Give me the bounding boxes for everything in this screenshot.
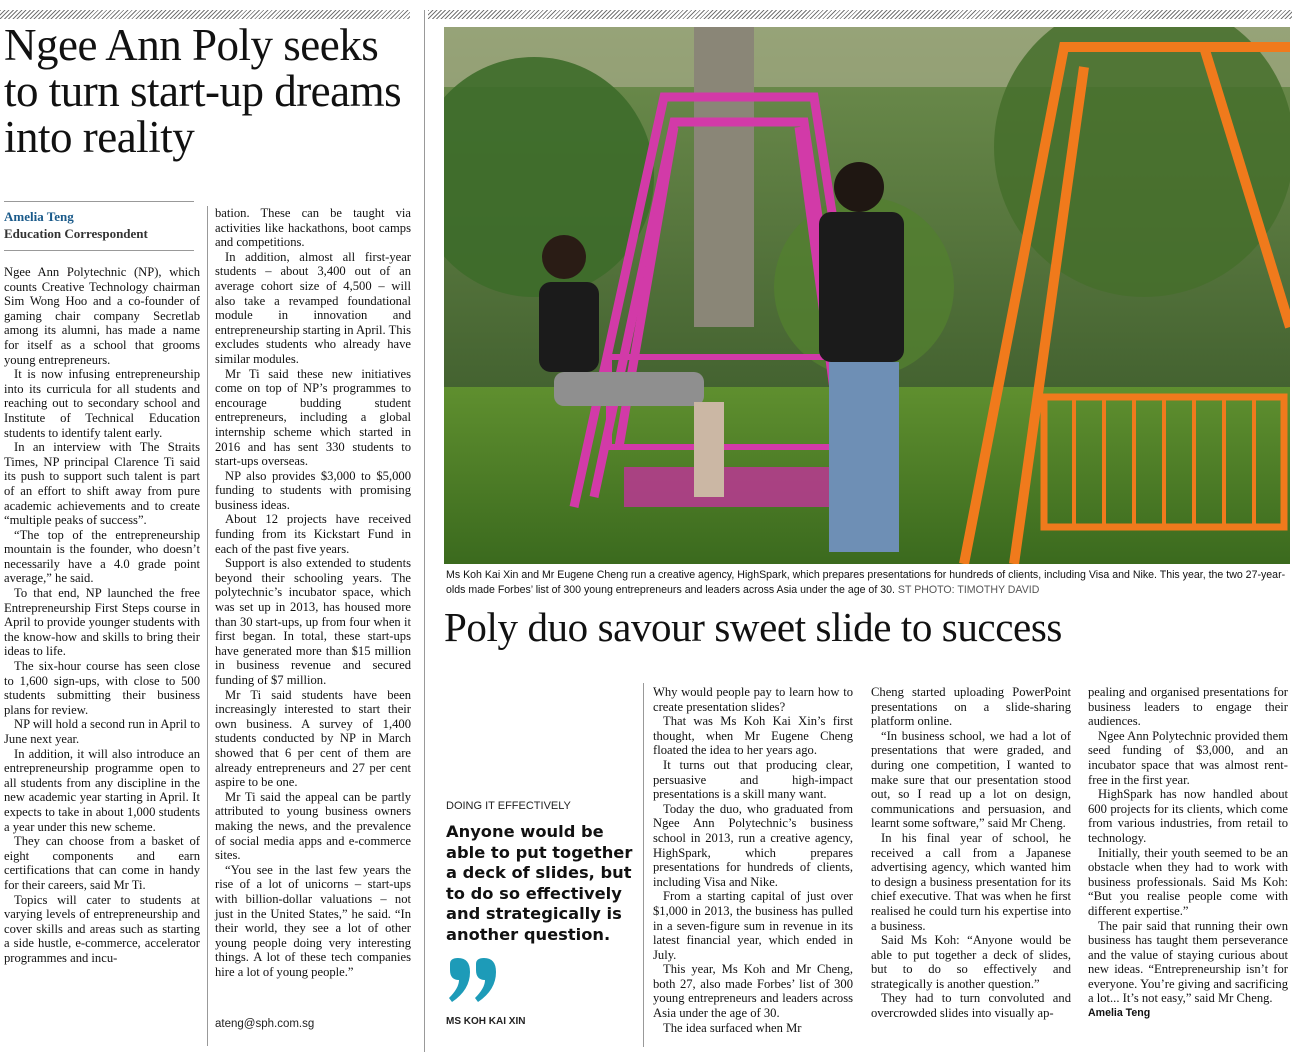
paragraph: “You see in the last few years the rise of a lot of unicorns – start-ups with billion-dollar valuations – not just in the United States,” he said. “In their world, they see a lot of other young people doing very interesting things. A lot of these tech companies hire a lot of young people.” <box>215 862 411 979</box>
paragraph: Mr Ti said the appeal can be partly attributed to young business owners making the news, and the prevalence of social media apps and e-commerce sites. <box>215 789 411 863</box>
paragraph: In addition, it will also introduce an entrepreneurship programme open to all students from any discipline in the new academic year starting in April. It expects to take in about 1,000 students a year under this new scheme. <box>4 746 200 834</box>
left-column-2 <box>215 206 411 979</box>
swing-photo <box>444 27 1290 564</box>
photo-credit: ST PHOTO: TIMOTHY DAVID <box>897 584 1040 596</box>
quote-mark-icon <box>446 958 502 1004</box>
paragraph: Ngee Ann Polytechnic (NP), which counts Creative Technology chairman Sim Wong Hoo and a co-founder of gaming chair company Secretlab among its alumni, has made a name for itself as a school that grooms young entrepreneurs. <box>4 265 200 367</box>
paragraph: Support is also extended to students beyond their schooling years. The polytechnic’s incubator space, which was set up in 2013, has housed more than 30 start-ups, up from four when it first began. In total, these start-ups have generated more than $15 million in business revenue and secured funding of $7 million. <box>215 556 411 687</box>
paragraph: They had to turn convoluted and overcrowded slides into visually ap- <box>871 991 1071 1021</box>
paragraph: Today the duo, who graduated from Ngee Ann Polytechnic’s business school in 2013, run a creative agency, HighSpark, which prepares presentations for hundreds of clients, including Visa and Nike. <box>653 801 853 889</box>
photo-illustration <box>444 27 1290 564</box>
paragraph: Mr Ti said students have been increasingly interested to start their own business. A survey of 1,400 students conducted by NP in March showed that 6 per cent of them are already entrepreneurs and 27 per cent aspire to be one. <box>215 687 411 790</box>
paragraph: From a starting capital of just over $1,000 in 2013, the business has pulled in a seven-figure sum in revenue in its latest financial year, which ended in July. <box>653 889 853 962</box>
top-hatch-right <box>428 10 1292 19</box>
left-column-1 <box>4 265 200 966</box>
paragraph: Initially, their youth seemed to be an obstacle when they had to work with business professionals. Said Ms Koh: “But you realise people come with different expertise.” <box>1088 845 1288 918</box>
byline-author: Amelia Teng <box>4 209 74 224</box>
paragraph: Why would people pay to learn how to create presentation slides? <box>653 685 853 714</box>
paragraph: The idea surfaced when Mr <box>663 1020 802 1035</box>
paragraph: Topics will cater to students at varying levels of entrepreneurship and cover skills and areas such as starting a side hustle, e-commerce, accelerator programmes and incu- <box>4 892 200 965</box>
paragraph: It is now infusing entrepreneurship into its curricula for all students and reaching out to secondary school and Institute of Technical Education students to identify talent early. <box>4 367 200 440</box>
right-column-2 <box>871 685 1071 1021</box>
paragraph: They can choose from a basket of eight components and earn certifications that can come in handy for their careers, said Mr Ti. <box>4 834 200 892</box>
paragraph: NP also provides $3,000 to $5,000 funding to students with promising business ideas. <box>215 468 411 512</box>
paragraph: Mr Ti said these new initiatives come on top of NP’s programmes to encourage budding student entrepreneurs, including a global internship scheme which started in 2016 and has sent 330 students to start-ups overseas. <box>215 366 411 469</box>
paragraph: The six-hour course has seen close to 1,600 sign-ups, with close to 500 students submitting their business plans for review. <box>4 659 200 717</box>
paragraph: Cheng started uploading PowerPoint presentations on a slide-sharing platform online. <box>871 685 1071 729</box>
pull-quote-kicker: DOING IT EFFECTIVELY <box>446 800 571 812</box>
paragraph: In his final year of school, he received a call from a Japanese advertising agency, which wanted him to design a business presentation for its chief executive. That was when he first realised he could turn his expertise into a business. <box>871 830 1071 933</box>
paragraph: “The top of the entrepreneurship mountain is the founder, who doesn’t necessarily have a 4.0 grade point average,” he said. <box>4 527 200 586</box>
byline <box>4 208 194 242</box>
caption-text: Ms Koh Kai Xin and Mr Eugene Cheng run a creative agency, HighSpark, which prepares presentations for hundreds of clients, including Visa and Nike. This year, the two 27-year-olds made Forbes’ list of 300 young entrepreneurs and leaders across Asia under the age of 30. <box>446 569 1286 596</box>
right-column-divider-1 <box>643 683 644 1047</box>
right-headline: Poly duo savour sweet slide to success <box>444 604 1062 650</box>
paragraph: HighSpark has now handled about 600 projects for its clients, which come from various industries, from retail to technology. <box>1088 787 1288 845</box>
paragraph: That was Ms Koh Kai Xin’s first thought, when Mr Eugene Cheng floated the idea to her years ago. <box>653 714 853 758</box>
top-hatch-left <box>0 10 410 19</box>
column-divider-main <box>424 10 425 1052</box>
byline-role: Education Correspondent <box>4 226 148 241</box>
pull-quote-text: Anyone would be able to put together a deck of slides, but to do so effectively and strategically is another question. <box>446 822 633 944</box>
right-column-3 <box>1088 685 1288 1021</box>
author-email[interactable]: ateng@sph.com.sg <box>215 1018 315 1030</box>
paragraph: In addition, almost all first-year students – about 3,400 out of an average cohort size of 4,500 – will also take a revamped foundational module in innovation and entrepreneurship starting in April. This excludes students who already have similar modules. <box>215 249 411 366</box>
paragraph: About 12 projects have received funding from its Kickstart Fund in each of the past five years. <box>215 512 411 556</box>
byline-rule-bottom <box>4 250 194 251</box>
paragraph: In an interview with The Straits Times, NP principal Clarence Ti said its push to support such talent is part of an effort to shift away from pure academic achievements and to create “multiple peaks of success”. <box>4 440 200 528</box>
left-column-divider <box>207 206 208 1046</box>
right-column-1 <box>653 685 853 1035</box>
photo-caption <box>446 568 1288 598</box>
signoff: Amelia Teng <box>1088 1007 1151 1020</box>
left-headline: Ngee Ann Poly seeks to turn start-up dreams into reality <box>4 20 402 162</box>
paragraph: To that end, NP launched the free Entrepreneurship First Steps course in April to provide younger students with the know-how and skills to bring their ideas to life. <box>4 586 200 659</box>
paragraph: It turns out that producing clear, persuasive and high-impact presentations is a skill many want. <box>653 757 853 802</box>
paragraph: pealing and organised presentations for business leaders to engage their audiences. <box>1088 685 1288 729</box>
paragraph: “In business school, we had a lot of presentations that were graded, and during one competition, I wanted to make sure that our presentation stood out, so I read up a lot on design, communications and persuasion, and learnt some software,” said Mr Cheng. <box>871 728 1071 831</box>
paragraph: The pair said that running their own business has taught them perseverance and the value of staying curious about new ideas. “Entrepreneurship isn’t for everyone. You’re giving and sacrificing a lot... It’s not easy,” said Mr Cheng. <box>1088 918 1288 1006</box>
byline-rule-top <box>4 201 194 202</box>
paragraph: This year, Ms Koh and Mr Cheng, both 27, also made Forbes’ list of 300 young entrepreneurs and leaders across Asia under the age of 30. <box>653 962 853 1021</box>
paragraph: Said Ms Koh: “Anyone would be able to put together a deck of slides, but to do so effectively and strategically is another question.” <box>871 933 1071 991</box>
paragraph: Ngee Ann Polytechnic provided them seed funding of $3,000, and an incubator space that was almost rent-free in the first year. <box>1088 728 1288 787</box>
pull-quote-source: MS KOH KAI XIN <box>446 1016 526 1027</box>
paragraph: NP will hold a second run in April to June next year. <box>4 717 200 746</box>
paragraph: bation. These can be taught via activities like hackathons, boot camps and competitions. <box>215 206 411 250</box>
